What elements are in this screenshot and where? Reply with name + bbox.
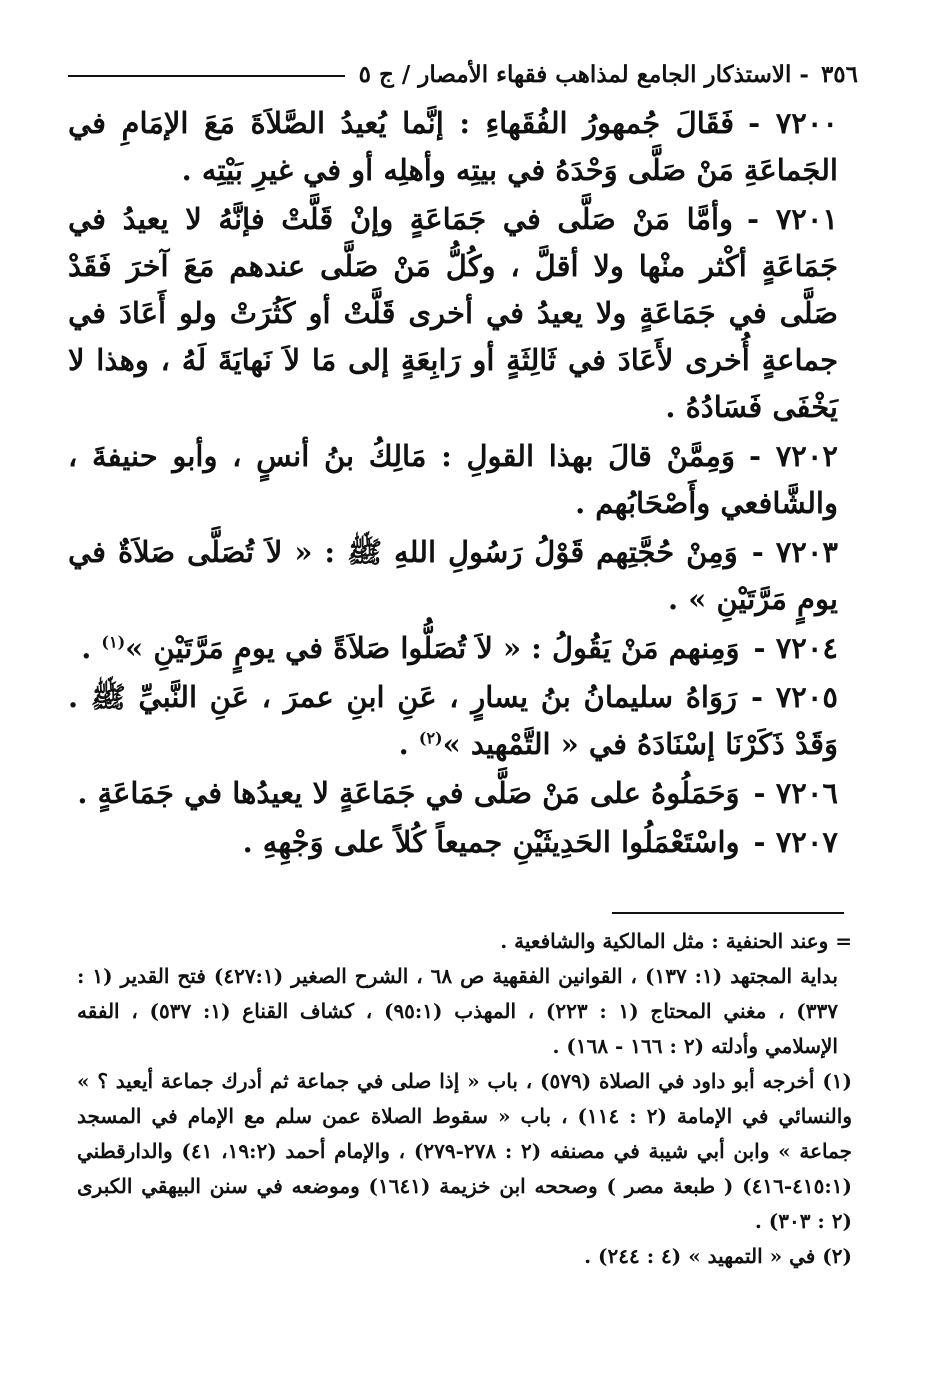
paragraph-7201 — [68, 196, 860, 431]
paragraph-7200 — [68, 100, 860, 194]
paragraph-text: فَقَالَ جُمهورُ الفُقَهاءِ : إنَّما يُعيدُ الصَّلاَةَ مَعَ الإمَامِ في الجَماعَةِ مَنْ صَلَّى وَحْدَهُ في بيتِه وأهلِه أو في غيرِ بَيْتِه . — [68, 106, 838, 187]
paragraph-7207 — [68, 819, 860, 866]
paragraph-number: ٧٢٠٢ - — [748, 439, 838, 473]
paragraph-end: . — [81, 631, 102, 665]
paragraph-text: وَحَمَلُوهُ على مَنْ صَلَّى في جَمَاعَةٍ لا يعيدُها في جَمَاعَةٍ . — [77, 776, 740, 810]
footnote-1: (١) أخرجه أبو داود في الصلاة (٥٧٩) ، باب « إذا صلى في جماعة ثم أدرك جماعة أيعيد ؟ » والنسائي في الإمامة (٢ : ١١٤) ، باب « سقوط الصلاة عمن سلم مع الإمام في المسجد جماعة » وابن أبي شيبة في مصنفه (٢ : ٢٧٨-٢٧٩) ، والإمام أحمد (١٩:٢، ٤١) والدارقطني (٤١٥:١-٤١٦) ( طبعة مصر ) وصححه ابن خزيمة (١٦٤١) وموضعه في سنن البيهقي الكبرى (٢ : ٣٠٣) . — [77, 1069, 853, 1233]
paragraph-end: . — [398, 727, 419, 761]
paragraph-text: وَمِنهم مَنْ يَقُولُ : « لاَ تُصَلُّوا صَلاَةً في يومٍ مَرَّتَيْنِ » — [125, 631, 740, 665]
paragraph-number: ٧٢٠١ - — [747, 202, 838, 236]
footnote-separator — [612, 912, 844, 914]
paragraph-text: رَوَاهُ سليمانُ بنُ يسارٍ ، عَنِ ابنِ عمرَ ، عَنِ النَّبيِّ ﷺ . وَقَدْ ذَكَرْنَا إسْنَادَهُ في « التَّمْهيد » — [68, 680, 838, 761]
paragraph-text: وَمِنْ حُجَّتِهم قَوْلُ رَسُولِ اللهِ ﷺ : « لاَ تُصَلَّى صَلاَةٌ في يومٍ مَرَّتَيْنِ » . — [68, 535, 838, 616]
footnote-references: بداية المجتهد (١: ١٣٧) ، القوانين الفقهية ص ٦٨ ، الشرح الصغير (٤٢٧:١) فتح القدير (١ : ٣٣٧) ، مغني المحتاج (١ : ٢٢٣) ، المهذب (٩٥:١) ، كشاف القناع (١: ٥٣٧) ، الفقه الإسلامي وأدلته (٢ : ١٦٦ - ١٦٨) . — [77, 964, 839, 1058]
footnote-ref: (٢) — [418, 728, 443, 748]
paragraph-7204 — [68, 625, 860, 672]
paragraph-7203 — [68, 529, 860, 623]
paragraph-number: ٧٢٠٤ - — [753, 631, 838, 665]
paragraph-7205 — [68, 674, 860, 768]
paragraph-number: ٧٢٠٥ - — [751, 680, 838, 714]
running-header — [68, 54, 858, 94]
footnote-2: (٢) في « التمهيد » (٤ : ٢٤٤) . — [584, 1244, 852, 1268]
paragraph-7202 — [68, 433, 860, 527]
header-rule — [68, 75, 345, 77]
header-title: - الاستذكار الجامع لمذاهب فقهاء الأمصار / ج ٥ — [358, 60, 809, 88]
paragraph-text: وأمَّا مَنْ صَلَّى في جَمَاعَةٍ وإنْ قَلَّتْ فإنَّهُ لا يعيدُ في جَمَاعَةٍ أكْثر منْها ولا أقلَّ ، وكُلُّ مَنْ صَلَّى عندهم مَعَ آخرَ فَقَدْ صَلَّى في جَمَاعَةٍ ولا يعيدُ في أخرى قَلَّتْ أو كَثُرَتْ ولو أَعَادَ في جماعةٍ أُخرى لأَعَادَ في ثَالِثَةٍ أو رَابِعَةٍ إلى مَا لاَ نَهايَةَ لَهُ ، وهذا لا يَخْفَى فَسَادُهُ . — [68, 202, 838, 424]
footnote-continuation: = وعند الحنفية : مثل المالكية والشافعية . — [500, 929, 852, 953]
footnote-ref: (١) — [101, 632, 126, 652]
paragraph-7206 — [68, 770, 860, 817]
paragraph-number: ٧٢٠٧ - — [753, 825, 838, 859]
paragraph-text: وَمِمَّنْ قالَ بهذا القولِ : مَالِكُ بنُ أنسٍ ، وأبو حنيفةَ ، والشَّافعي وأَصْحَابُهم . — [68, 439, 838, 520]
paragraph-text: واسْتَعْمَلُوا الحَدِيثَيْنِ جميعاً كُلاً على وَجْهِهِ . — [242, 825, 740, 859]
paragraph-number: ٧٢٠٣ - — [751, 535, 838, 569]
page-number: ٣٥٦ — [820, 60, 858, 88]
footnotes — [77, 924, 852, 1274]
main-text — [68, 100, 860, 868]
paragraph-number: ٧٢٠٦ - — [753, 776, 838, 810]
paragraph-number: ٧٢٠٠ - — [748, 106, 838, 140]
